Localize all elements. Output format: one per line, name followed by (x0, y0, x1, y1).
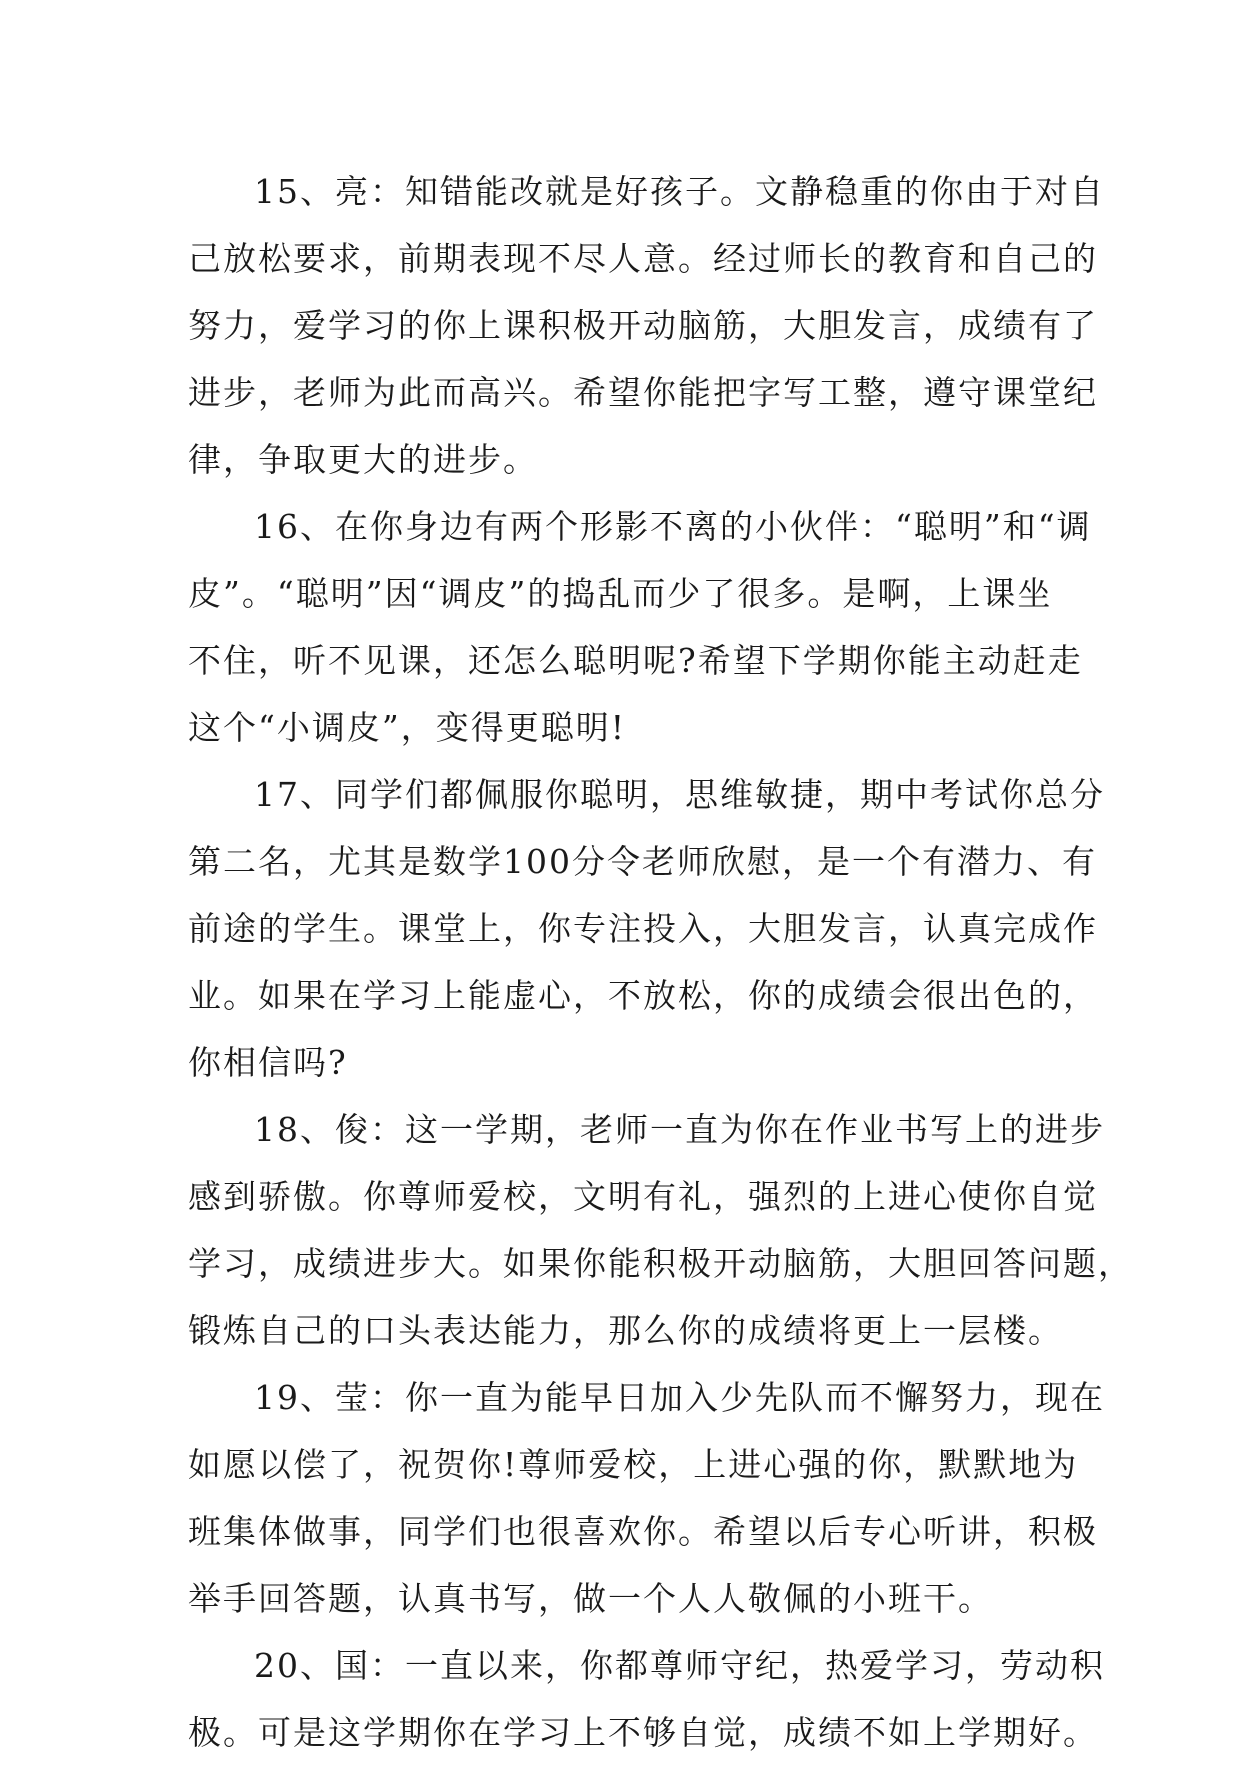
text-line: 17、同学们都佩服你聪明，思维敏捷，期中考试你总分 (254, 775, 1105, 814)
text-line: 皮”。“聪明”因“调皮”的捣乱而少了很多。是啊，上课坐 (188, 574, 1053, 613)
paragraph-20 (188, 1632, 1105, 1766)
text-line: 进步，老师为此而高兴。希望你能把字写工整，遵守课堂纪 (188, 373, 1098, 412)
text-line: 如愿以偿了，祝贺你!尊师爱校，上进心强的你，默默地为 (188, 1445, 1079, 1484)
text-line: 努力，爱学习的你上课积极开动脑筋，大胆发言，成绩有了 (188, 306, 1098, 345)
text-line: 18、俊：这一学期，老师一直为你在作业书写上的进步 (254, 1110, 1105, 1149)
document-body (188, 158, 1133, 1766)
paragraph-18 (188, 1096, 1133, 1364)
text-line: 班集体做事，同学们也很喜欢你。希望以后专心听讲，积极 (188, 1512, 1098, 1551)
text-line: 前途的学生。课堂上，你专注投入，大胆发言，认真完成作 (188, 909, 1098, 948)
text-line: 20、国：一直以来，你都尊师守纪，热爱学习，劳动积 (254, 1646, 1105, 1685)
paragraph-16 (188, 493, 1092, 761)
text-line: 业。如果在学习上能虚心，不放松，你的成绩会很出色的， (188, 976, 1098, 1015)
text-line: 你相信吗? (188, 1043, 348, 1082)
text-line: 律，争取更大的进步。 (188, 440, 538, 479)
text-line: 19、莹：你一直为能早日加入少先队而不懈努力，现在 (254, 1378, 1105, 1417)
text-line: 锻炼自己的口头表达能力，那么你的成绩将更上一层楼。 (188, 1311, 1063, 1350)
text-line: 己放松要求，前期表现不尽人意。经过师长的教育和自己的 (188, 239, 1098, 278)
text-line: 不住，听不见课，还怎么聪明呢?希望下学期你能主动赶走 (188, 641, 1083, 680)
text-line: 举手回答题，认真书写，做一个人人敬佩的小班干。 (188, 1579, 993, 1618)
paragraph-17 (188, 761, 1105, 1096)
paragraph-19 (188, 1364, 1105, 1632)
text-line: 16、在你身边有两个形影不离的小伙伴：“聪明”和“调 (254, 507, 1092, 546)
paragraph-15 (188, 158, 1105, 493)
text-line: 极。可是这学期你在学习上不够自觉，成绩不如上学期好。 (188, 1713, 1098, 1752)
text-line: 第二名，尤其是数学100分令老师欣慰，是一个有潜力、有 (188, 842, 1097, 881)
text-line: 感到骄傲。你尊师爱校，文明有礼，强烈的上进心使你自觉 (188, 1177, 1098, 1216)
text-line: 15、亮：知错能改就是好孩子。文静稳重的你由于对自 (254, 172, 1105, 211)
text-line: 学习，成绩进步大。如果你能积极开动脑筋，大胆回答问题， (188, 1244, 1133, 1283)
text-line: 这个“小调皮”，变得更聪明! (188, 708, 627, 747)
